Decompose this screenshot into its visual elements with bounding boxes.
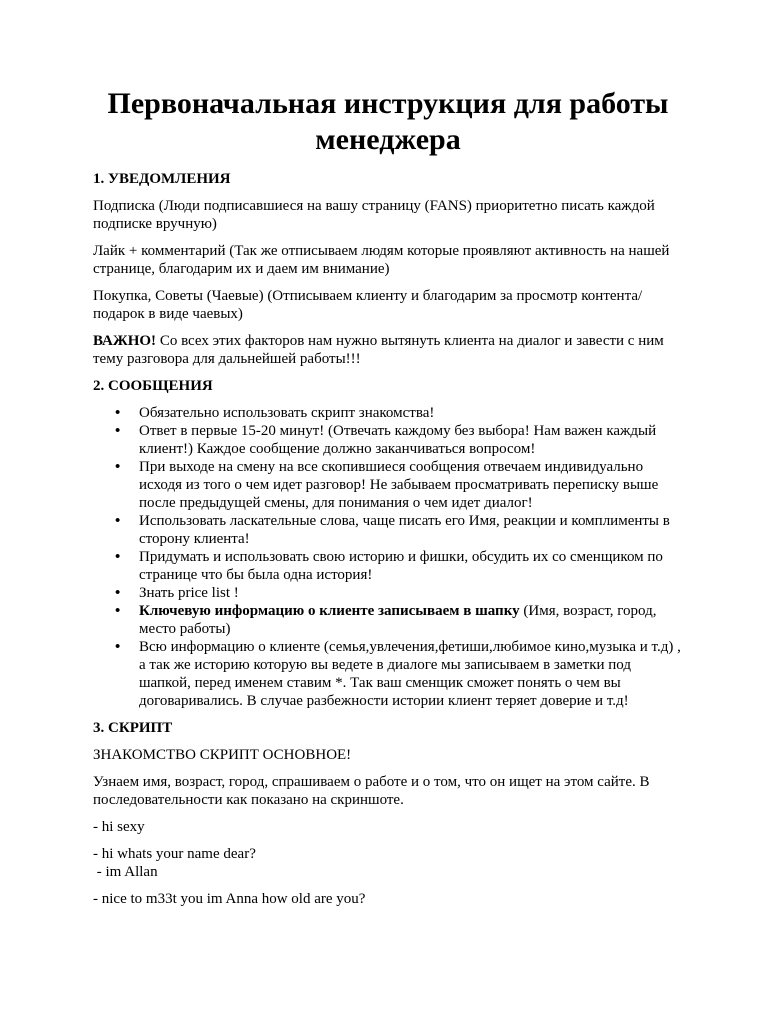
bullet-icon: • [115,423,121,439]
bullet-icon: • [115,549,121,565]
list-item: • Всю информацию о клиенте (семья,увлечения,фетиши,любимое кино,музыка и т.д) , а так же историю которую вы ведете в диалоге мы записываем в заметки под шапкой, перед именем ставим *. Так ваш сменщик сможет понять о чем вы договаривались. В случае разбежности истории клиент теряет доверие и т.д! [115,639,681,709]
messages-list [93,404,683,710]
list-item: • Использовать ласкательные слова, чаще писать его Имя, реакции и комплименты в сторону клиента! [115,513,670,547]
key-info-bold: Ключевую информацию о клиенте записываем в шапку [139,603,520,619]
list-item: • При выходе на смену на все скопившиеся сообщения отвечаем индивидуально исходя из того о чем идет разговор! Не забываем просматривать переписку выше после предыдущей смены, для понимания о чем идет диалог! [115,459,659,511]
document-page [93,86,683,917]
section-heading-messages: 2. СООБЩЕНИЯ [93,378,213,394]
script-exchange-name [93,845,683,881]
section-heading-script: 3. СКРИПТ [93,720,173,736]
bullet-icon: • [115,405,121,421]
paragraph-purchase-tips: Покупка, Советы (Чаевые) (Отписываем клиенту и благодарим за просмотр контента/подарок в виде чаевых) [93,288,643,322]
script-line-ask-name: - hi whats your name dear? [93,846,256,862]
bullet-icon: • [115,603,121,619]
important-label: ВАЖНО! [93,333,157,349]
paragraph-script-intro: ЗНАКОМСТВО СКРИПТ ОСНОВНОЕ! [93,747,352,763]
bullet-icon: • [115,513,121,529]
bullet-icon: • [115,639,121,655]
paragraph-like-comment: Лайк + комментарий (Так же отписываем людям которые проявляют активность на нашей странице, благодарим их и даем им внимание) [93,243,670,277]
page-title: Первоначальная инструкция для работы менеджера [107,87,669,156]
list-item: • Ключевую информацию о клиенте записываем в шапку (Имя, возраст, город, место работы) [115,603,657,637]
bullet-icon: • [115,585,121,601]
paragraph-subscription: Подписка (Люди подписавшиеся на вашу страницу (FANS) приоритетно писать каждой подписке вручную) [93,198,655,232]
paragraph-important [93,332,683,368]
script-line-ask-age: - nice to m33t you im Anna how old are you? [93,891,366,907]
list-item: • Ответ в первые 15-20 минут! (Отвечать каждому без выбора! Нам важен каждый клиент!) Каждое сообщение должно заканчиваться вопросом! [115,423,657,457]
list-item: • Придумать и использовать свою историю и фишки, обсудить их со сменщиком по странице что бы была одна история! [115,549,663,583]
important-text: Со всех этих факторов нам нужно вытянуть клиента на диалог и завести с ним тему разговора для дальнейшей работы!!! [93,333,664,367]
paragraph-script-description: Узнаем имя, возраст, город, спрашиваем о работе и о том, что он ищет на этом сайте. В последовательности как показано на скриншоте. [93,774,650,808]
bullet-icon: • [115,459,121,475]
list-item: • Знать price list ! [115,585,239,601]
list-item: • Обязательно использовать скрипт знакомства! [115,405,435,421]
section-heading-notifications: 1. УВЕДОМЛЕНИЯ [93,171,231,187]
script-line-greeting: - hi sexy [93,819,145,835]
script-line-reply-name: - im Allan [93,864,158,880]
